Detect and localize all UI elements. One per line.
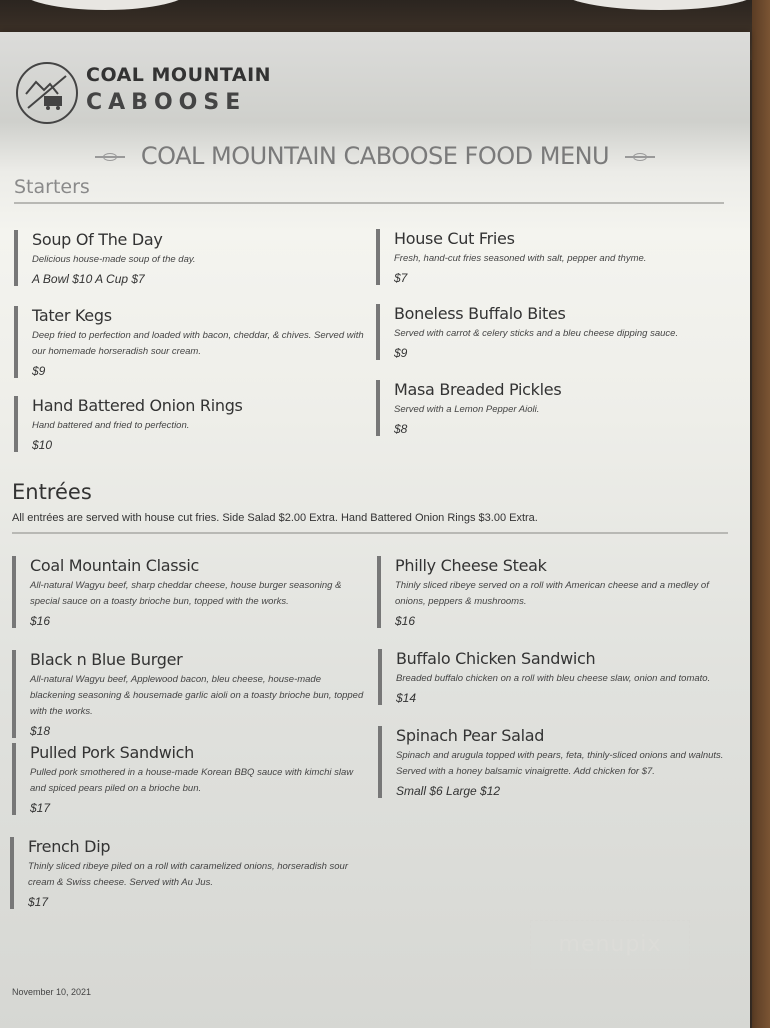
menu-item [10, 837, 364, 909]
brand-line1: COAL MOUNTAIN [86, 64, 272, 86]
item-description: Hand battered and fried to perfection. [32, 420, 190, 431]
brand-line2: CABOOSE [86, 90, 247, 115]
item-description: Deep fried to perfection and loaded with bacon, cheddar, & chives. Served with our homemade horseradish sour cream. [32, 330, 364, 357]
starters-heading: Starters [14, 176, 90, 198]
item-name: Spinach Pear Salad [396, 726, 545, 745]
wheat-ornament-icon [625, 156, 655, 158]
item-description: Served with a Lemon Pepper Aioli. [394, 404, 540, 415]
menu-item [376, 380, 738, 436]
item-name: Soup Of The Day [32, 230, 163, 249]
item-price: $8 [394, 422, 408, 436]
item-name: Coal Mountain Classic [30, 556, 199, 575]
menu-item [12, 650, 364, 738]
menu-item [378, 649, 738, 705]
item-price: $9 [394, 346, 408, 360]
item-name: Black n Blue Burger [30, 650, 183, 669]
item-price: Small $6 Large $12 [396, 784, 501, 798]
item-price: $7 [394, 271, 408, 285]
menu-item [14, 396, 364, 452]
menu-item [12, 556, 364, 628]
item-description: Fresh, hand-cut fries seasoned with salt, pepper and thyme. [394, 253, 647, 264]
item-description: All-natural Wagyu beef, sharp cheddar cheese, house burger seasoning & special sauce on a toasty brioche bun, topped with the works. [30, 580, 342, 607]
item-description: Thinly sliced ribeye piled on a roll with caramelized onions, horseradish sour cream & Swiss cheese. Served with Au Jus. [28, 861, 348, 888]
item-price: $9 [32, 364, 46, 378]
item-price: $14 [396, 691, 417, 705]
item-name: Masa Breaded Pickles [394, 380, 562, 399]
item-name: Boneless Buffalo Bites [394, 304, 566, 323]
item-name: Hand Battered Onion Rings [32, 396, 243, 415]
item-name: House Cut Fries [394, 229, 515, 248]
item-name: Pulled Pork Sandwich [30, 743, 195, 762]
item-name: Philly Cheese Steak [395, 556, 547, 575]
item-description: Breaded buffalo chicken on a roll with bleu cheese slaw, onion and tomato. [396, 673, 711, 684]
starters-divider [14, 202, 724, 204]
item-description: Spinach and arugula topped with pears, feta, thinly-sliced onions and walnuts. Served with a honey balsamic vinaigrette. Add chicken for $7. [396, 750, 724, 777]
item-price: $17 [28, 895, 49, 909]
menu-item [14, 306, 364, 378]
item-description: Thinly sliced ribeye served on a roll with American cheese and a medley of onions, peppers & mushrooms. [395, 580, 709, 607]
item-name: Buffalo Chicken Sandwich [396, 649, 596, 668]
item-price: $10 [32, 438, 53, 452]
item-description: Pulled pork smothered in a house-made Korean BBQ sauce with kimchi slaw and spiced pears piled on a brioche bun. [30, 767, 354, 794]
item-price: $18 [30, 724, 51, 738]
menu-item [12, 743, 364, 815]
item-price: $17 [30, 801, 51, 815]
item-price: $16 [395, 614, 416, 628]
watermark: menupix [530, 920, 690, 970]
menu-item [14, 230, 364, 286]
menu-item [378, 726, 738, 798]
brand-name [86, 62, 271, 118]
entrees-divider [12, 532, 728, 534]
menu-item [376, 229, 738, 285]
menu-title-text: COAL MOUNTAIN CABOOSE FOOD MENU [140, 142, 610, 170]
item-price: $16 [30, 614, 51, 628]
wheat-ornament-icon [95, 156, 125, 158]
item-name: Tater Kegs [32, 306, 112, 325]
menu-item [376, 304, 738, 360]
menu-date: November 10, 2021 [12, 987, 92, 997]
menu-item [377, 556, 737, 628]
item-description: All-natural Wagyu beef, Applewood bacon, bleu cheese, house-made blackening seasoning & housemade garlic aioli on a toasty brioche bun, topped with the works. [30, 674, 364, 717]
item-name: French Dip [28, 837, 111, 856]
item-price: A Bowl $10 A Cup $7 [32, 272, 145, 286]
table-edge [752, 0, 770, 1028]
item-description: Delicious house-made soup of the day. [32, 254, 196, 265]
entrees-heading: Entrées [12, 480, 92, 504]
menu-title [0, 142, 750, 170]
item-description: Served with carrot & celery sticks and a bleu cheese dipping sauce. [394, 328, 679, 339]
entrees-note: All entrées are served with house cut fries. Side Salad $2.00 Extra. Hand Battered Onion Rings $3.00 Extra. [12, 512, 538, 524]
logo-icon [16, 62, 78, 124]
